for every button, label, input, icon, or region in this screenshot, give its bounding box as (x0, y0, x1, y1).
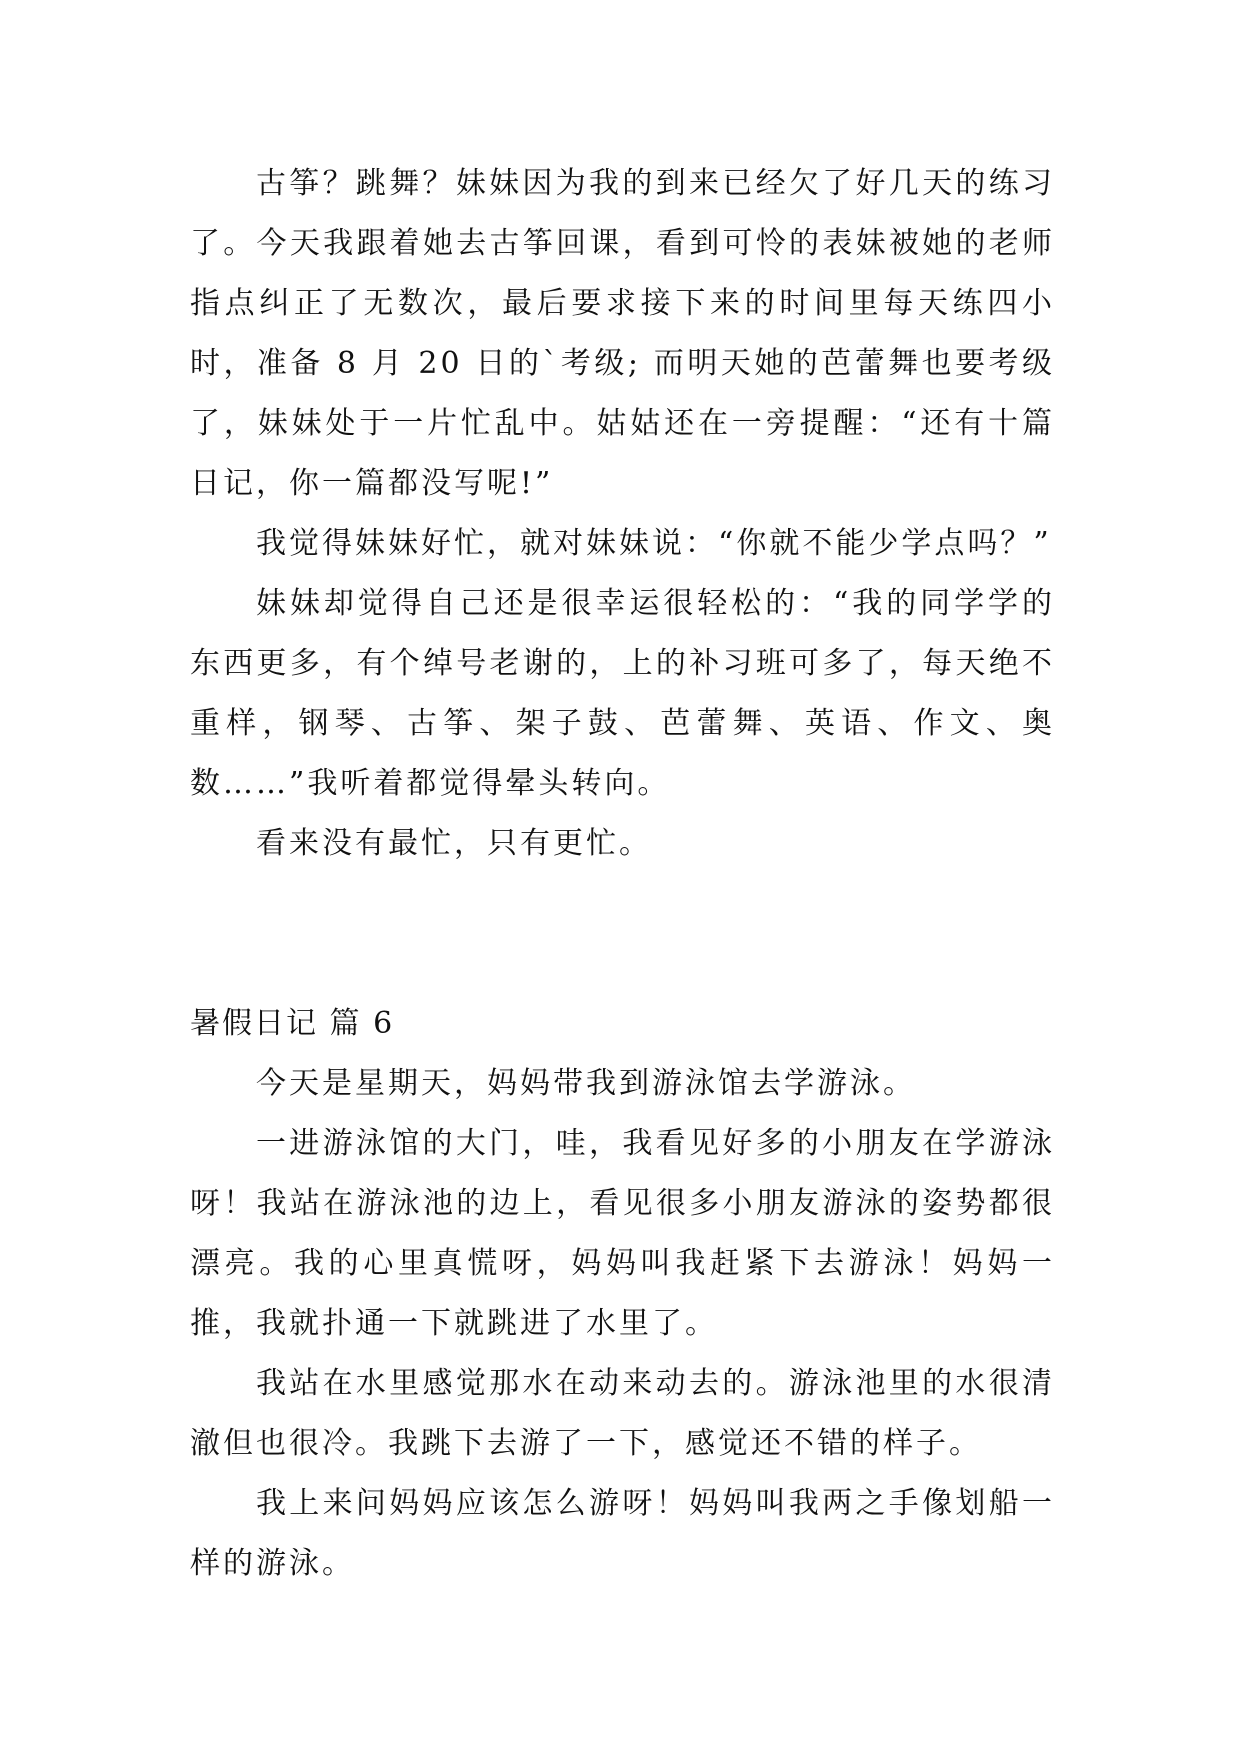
paragraph: 妹妹却觉得自己还是很幸运很轻松的：“我的同学学的东西更多，有个绰号老谢的，上的补习班可多了，每天绝不重样，钢琴、古筝、架子鼓、芭蕾舞、英语、作文、奥数……”我听着都觉得晕头转向。 (190, 586, 1055, 801)
paragraph: 我觉得妹妹好忙，就对妹妹说：“你就不能少学点吗？” (256, 526, 1052, 561)
paragraph: 我站在水里感觉那水在动来动去的。游泳池里的水很清澈但也很冷。我跳下去游了一下，感觉还不错的样子。 (190, 1366, 1055, 1461)
paragraph: 古筝？跳舞？妹妹因为我的到来已经欠了好几天的练习了。今天我跟着她去古筝回课，看到可怜的表妹被她的老师指点纠正了无数次，最后要求接下来的时间里每天练四小时，准备 8 月 20 日的`考级; 而明天她的芭蕾舞也要考级了，妹妹处于一片忙乱中。姑姑还在一旁提醒：“还有十篇日记，你一篇都没写呢!” (190, 166, 1055, 501)
document-body (190, 154, 1055, 1594)
section-spacer (190, 874, 1055, 994)
paragraph: 今天是星期天，妈妈带我到游泳馆去学游泳。 (256, 1066, 916, 1101)
paragraph: 看来没有最忙，只有更忙。 (256, 826, 652, 861)
section-heading: 暑假日记 篇 6 (190, 1006, 395, 1041)
paragraph: 一进游泳馆的大门，哇，我看见好多的小朋友在学游泳呀！我站在游泳池的边上，看见很多小朋友游泳的姿势都很漂亮。我的心里真慌呀，妈妈叫我赶紧下去游泳！妈妈一推，我就扑通一下就跳进了水里了。 (190, 1126, 1055, 1341)
paragraph: 我上来问妈妈应该怎么游呀！妈妈叫我两之手像划船一样的游泳。 (190, 1486, 1055, 1581)
